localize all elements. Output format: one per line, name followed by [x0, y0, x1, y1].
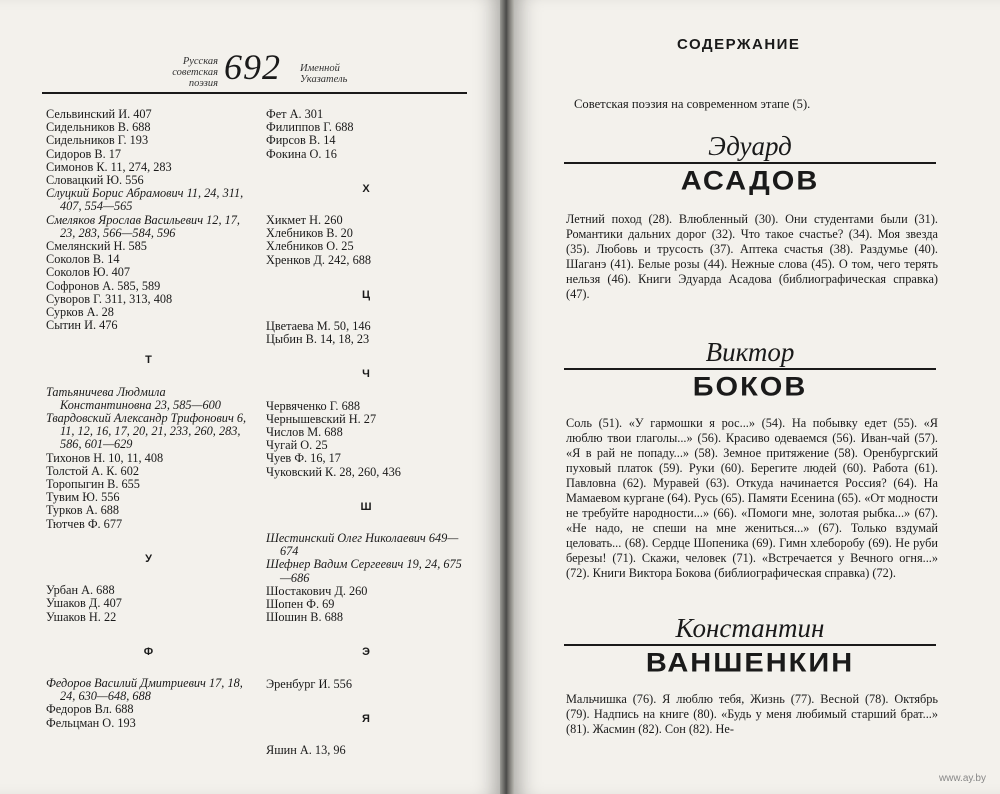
index-entry: Цветаева М. 50, 146 [266, 319, 371, 334]
index-entry: Эренбург И. 556 [266, 676, 352, 691]
index-entry: Татьяничева Людмила Константиновна 23, 585—600 [46, 384, 221, 412]
header-rule [42, 92, 467, 94]
index-entry: Цыбин В. 14, 18, 23 [266, 332, 370, 347]
index-entry: Словацкий Ю. 556 [46, 173, 144, 188]
index-entry: Толстой А. К. 602 [46, 463, 140, 478]
index-entry: Шефнер Вадим Сергеевич 19, 24, 675—686 [266, 557, 462, 585]
index-entry: Хренков Д. 242, 688 [266, 252, 372, 267]
author-rule [564, 162, 936, 164]
index-entry: Смелянский Н. 585 [46, 239, 147, 254]
index-entry: Сельвинский И. 407 [46, 107, 152, 121]
index-entry: Сытин И. 476 [46, 318, 118, 333]
watermark: www.ay.by [938, 773, 986, 784]
contents-title: СОДЕРЖАНИЕ [677, 36, 801, 53]
index-section-letter: Ф [143, 645, 154, 658]
running-header-series: Русская советская поэзия [172, 56, 218, 89]
index-entry: Фет А. 301 [266, 107, 324, 121]
index-section-letter: Ш [360, 500, 372, 513]
author-rule [564, 644, 936, 646]
index-entry: Смеляков Ярослав Васильевич 12, 17, 23, 283, 566—584, 596 [46, 212, 240, 240]
index-entry: Симонов К. 11, 274, 283 [46, 159, 172, 174]
index-entry: Шестинский Олег Николаевич 649—674 [266, 531, 459, 559]
index-entry: Слуцкий Борис Абрамович 11, 24, 311, 407, 554—565 [46, 186, 244, 214]
index-entry: Урбан А. 688 [46, 583, 115, 598]
index-entry: Твардовский Александр Трифонович 6, 11, 12, 16, 17, 20, 21, 233, 260, 283, 586, 601—629 [46, 411, 247, 452]
index-entry: Хлебников В. 20 [266, 226, 353, 241]
author-first-name: Эдуард [708, 131, 792, 161]
index-entry: Чернышевский Н. 27 [266, 411, 377, 426]
index-entry: Федоров Василий Дмитриевич 17, 18, 24, 630—648, 688 [46, 675, 243, 704]
index-entry: Числов М. 688 [266, 425, 343, 440]
author-works-vanshenkin: Мальчишка (76). Я люблю тебя, Жизнь (77). Весной (78). Октябрь (79). Надпись на книге (80). «Будь у меня любимый старший брат...» (81). Жасмин (82). Сон (82). Не- [566, 692, 938, 736]
running-header-section: Именной Указатель [300, 63, 348, 85]
index-section-letter: У [145, 552, 152, 565]
author-first-name: Константин [675, 613, 825, 643]
index-entry: Ушаков Д. 407 [46, 596, 122, 611]
index-entry: Сурков А. 28 [46, 305, 114, 320]
author-works-asadov: Летний поход (28). Влюбленный (30). Они студентами были (31). Романтики дальних дорог (32). Что такое счастье? (34). Моя звезда (35). Любовь и трусость (37). Аптека счастья (38). Раздумье (40). Шаганэ (41). Белые розы (44). Нежные слова (45). О том, чего терять нельзя (46). Книги Эдуарда Асадова (библиографическая справка) (47). [566, 212, 938, 301]
index-entry: Турков А. 688 [46, 503, 120, 518]
index-entry: Фокина О. 16 [266, 146, 337, 161]
index-entry: Сидоров В. 17 [46, 146, 122, 161]
index-entry: Федоров Вл. 688 [46, 702, 134, 717]
index-section-letter: Э [362, 646, 370, 659]
index-entry: Шопен Ф. 69 [266, 597, 335, 612]
index-entry: Шостакович Д. 260 [266, 583, 368, 598]
index-entry: Яшин А. 13, 96 [266, 743, 346, 758]
index-entry: Тютчев Ф. 677 [46, 516, 123, 531]
index-entry: Тувим Ю. 556 [46, 490, 120, 505]
index-section-letter: Ч [362, 368, 370, 381]
index-entry: Чуковский К. 28, 260, 436 [266, 464, 401, 479]
book-gutter [500, 0, 514, 794]
index-entry: Соколов Ю. 407 [46, 265, 131, 280]
index-entry: Шошин В. 688 [266, 610, 344, 625]
index-entry: Софронов А. 585, 589 [46, 278, 161, 293]
author-last-name: АСАДОВ [680, 166, 820, 196]
index-entry: Сидельников Г. 193 [46, 133, 149, 148]
index-entry: Хлебников О. 25 [266, 239, 354, 254]
index-column-right [266, 108, 466, 757]
index-section-letter: Ц [361, 288, 371, 301]
index-section-letter: Х [362, 182, 370, 195]
contents-intro: Советская поэзия на современном этапе (5). [574, 97, 811, 111]
index-column-left [46, 108, 251, 730]
author-works-bokov: Соль (51). «У гармошки я рос...» (54). На побывку едет (55). «Я люблю твои глаголы...» (56). Красиво одеваемся (56). Иван-чай (57). «Я в рай не попаду...» (58). Земное притяжение (58). Оренбургский пуховый платок (59). Руки (60). Берегите людей (60). Работа (61). Павловна (62). Муравей (63). Откуда начинается Россия? (64). На Мамаевом кургане (64). Русь (65). Памяти Есенина (65). «От модности не требуйте народности...» (66). «Помоги мне, золотая рыбка...» (67). «Не надо, не спеши на мне жениться...» (67). Только вздумай целовать... (68). Сердце Шопеника (69). Гимн хлеборобу (69). Не руби березы! (71). Скажи, человек (71). «Встречается у Вечного огня...» (72). Книги Виктора Бокова (библиографическая справка) (72). [566, 416, 938, 580]
index-entry: Фельцман О. 193 [46, 715, 136, 730]
index-entry: Чугай О. 25 [266, 438, 328, 453]
author-first-name: Виктор [705, 337, 795, 367]
author-last-name: ВАНШЕНКИН [645, 648, 855, 678]
index-entry: Торопыгин В. 655 [46, 477, 140, 492]
index-section-letter: Т [145, 354, 152, 367]
author-last-name: БОКОВ [692, 372, 808, 402]
author-heading-asadov [564, 132, 936, 196]
index-entry: Сидельников В. 688 [46, 120, 151, 135]
author-rule [564, 368, 936, 370]
index-entry: Тихонов Н. 10, 11, 408 [46, 450, 164, 465]
right-page-contents [514, 0, 1000, 794]
author-heading-vanshenkin [564, 614, 936, 678]
index-entry: Фирсов В. 14 [266, 133, 336, 148]
page-number: 692 [224, 47, 281, 87]
index-entry: Филиппов Г. 688 [266, 120, 354, 135]
index-section-letter: Я [362, 712, 370, 725]
index-entry: Хикмет Н. 260 [266, 213, 343, 228]
index-entry: Суворов Г. 311, 313, 408 [46, 291, 173, 306]
index-entry: Чуев Ф. 16, 17 [266, 451, 341, 466]
index-entry: Соколов В. 14 [46, 252, 120, 267]
index-entry: Ушаков Н. 22 [46, 609, 117, 624]
author-heading-bokov [564, 338, 936, 402]
index-entry: Червяченко Г. 688 [266, 398, 361, 413]
